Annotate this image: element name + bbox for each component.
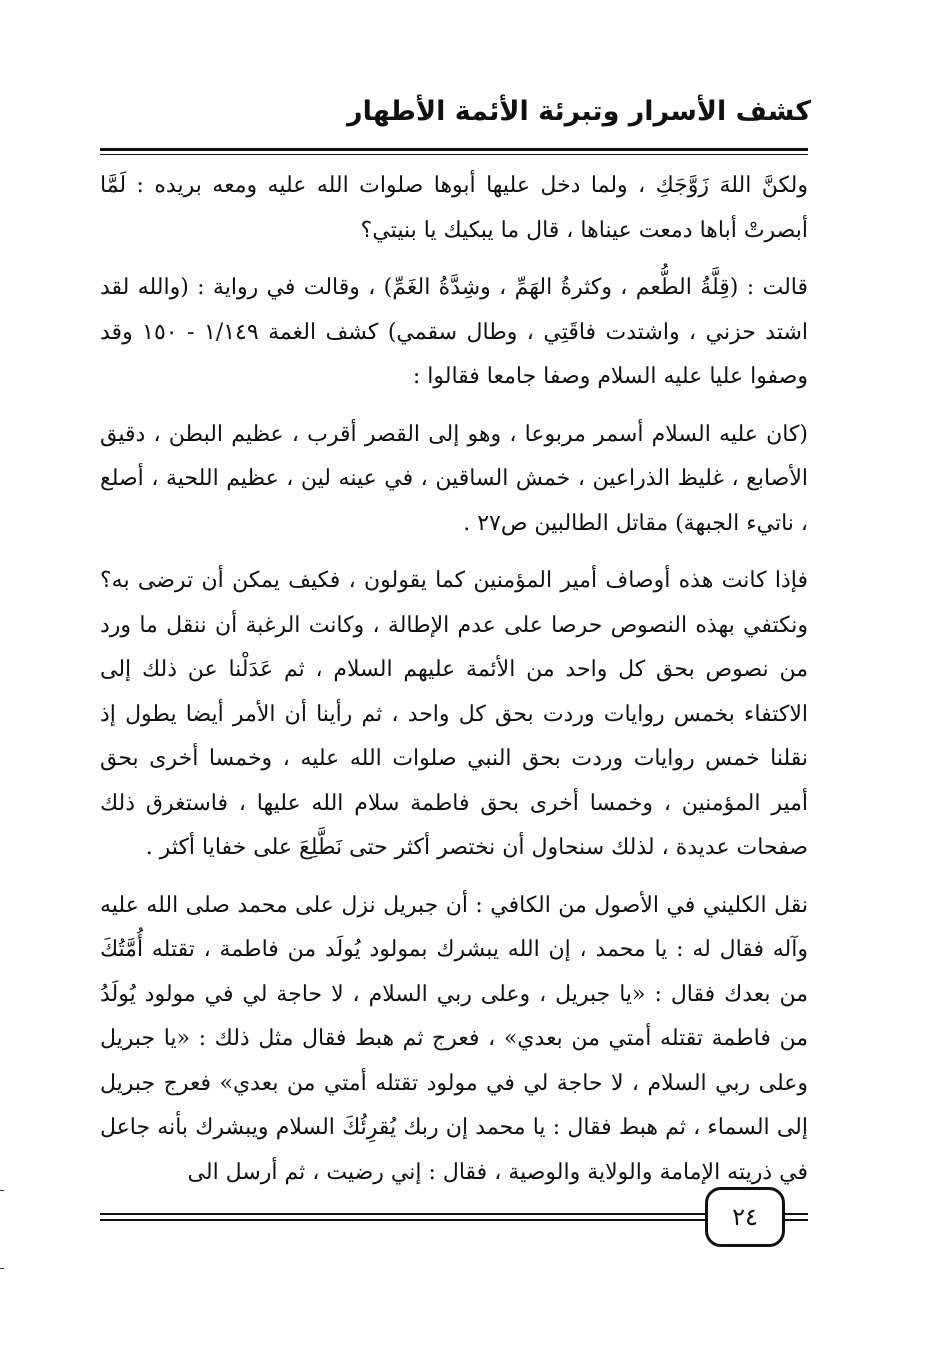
page-number: ٢٤ — [732, 1203, 758, 1231]
scan-margin-mark — [0, 1190, 4, 1191]
paragraph-4: فإذا كانت هذه أوصاف أمير المؤمنين كما يقولون ، فكيف يمكن أن ترضى به؟ ونكتفي بهذه النصوص حرصا على عدم الإطالة ، وكانت الرغبة أن ننقل ما ورد من نصوص بحق كل واحد من الأئمة عليهم السلام ، ثم عَدَلْنا عن ذلك إلى الاكتفاء بخمس روايات وردت بحق كل واحد ، ثم رأينا أن الأمر أيضا يطول إذ نقلنا خمس روايات وردت بحق النبي صلوات الله عليه ، وخمسا أخرى بحق أمير المؤمنين ، وخمسا أخرى بحق فاطمة سلام الله عليها ، فاستغرق ذلك صفحات عديدة ، لذلك سنحاول أن نختصر أكثر حتى نَطَّلِعَ على خفايا أكثر . — [100, 568, 808, 860]
scan-margin-mark — [0, 1268, 4, 1269]
running-header-title: كشف الأسرار وتبرئة الأئمة الأطهار — [347, 96, 811, 127]
footer-rule-left-bottom — [100, 1219, 705, 1221]
paragraph-5: نقل الكليني في الأصول من الكافي : أن جبريل نزل على محمد صلى الله عليه وآله فقال له : يا محمد ، إن الله يبشرك بمولود يُولَد من فاطمة ، تقتله أُمَّتُكَ من بعدك فقال : «يا جبريل ، وعلى ربي السلام ، لا حاجة لي في مولود يُولَدُ من فاطمة تقتله أمتي من بعدي» ، فعرج ثم هبط فقال مثل ذلك : «يا جبريل وعلى ربي السلام ، لا حاجة لي في مولود تقتله أمتي من بعدي» فعرج جبريل إلى السماء ، ثم هبط فقال : يا محمد إن ربك يُقرِئُكَ السلام ويبشرك بأنه جاعل في ذريته الإمامة والولاية والوصية ، فقال : إني رضيت ، ثم أرسل الى — [100, 892, 808, 1185]
footer-rule-left-top — [100, 1213, 705, 1215]
paragraph-3: (كان عليه السلام أسمر مربوعا ، وهو إلى القصر أقرب ، عظيم البطن ، دقيق الأصابع ، غليظ الذراعين ، خمش الساقين ، في عينه لين ، عظيم اللحية ، أصلع ، ناتيء الجبهة) مقاتل الطالبين ص٢٧ . — [100, 421, 808, 536]
header-rule-thick — [100, 148, 808, 151]
paragraph-1: ولكنَّ اللهَ زَوَّجَكِ ، ولما دخل عليها أبوها صلوات الله عليه ومعه بريده : لَمَّا أبصرتْ أباها دمعت عيناها ، قال ما يبكيك يا بنيتي؟ — [100, 173, 808, 243]
body-text — [100, 164, 808, 1208]
paragraph-2: قالت : (قِلَّةُ الطُّعم ، وكثرةُ الهَمِّ ، وشِدَّةُ الغَمِّ) ، وقالت في رواية : (والله لقد اشتد حزني ، واشتدت فاقَتِي ، وطال سقمي) كشف الغمة ١/١٤٩ - ١٥٠ وقد وصفوا عليا عليه السلام وصفا جامعا فقالوا : — [100, 275, 809, 389]
header-rule-thin — [100, 154, 808, 155]
footer-rule-right-top — [785, 1213, 808, 1215]
footer-rule-right-bottom — [785, 1219, 808, 1221]
page-number-box — [705, 1187, 785, 1247]
